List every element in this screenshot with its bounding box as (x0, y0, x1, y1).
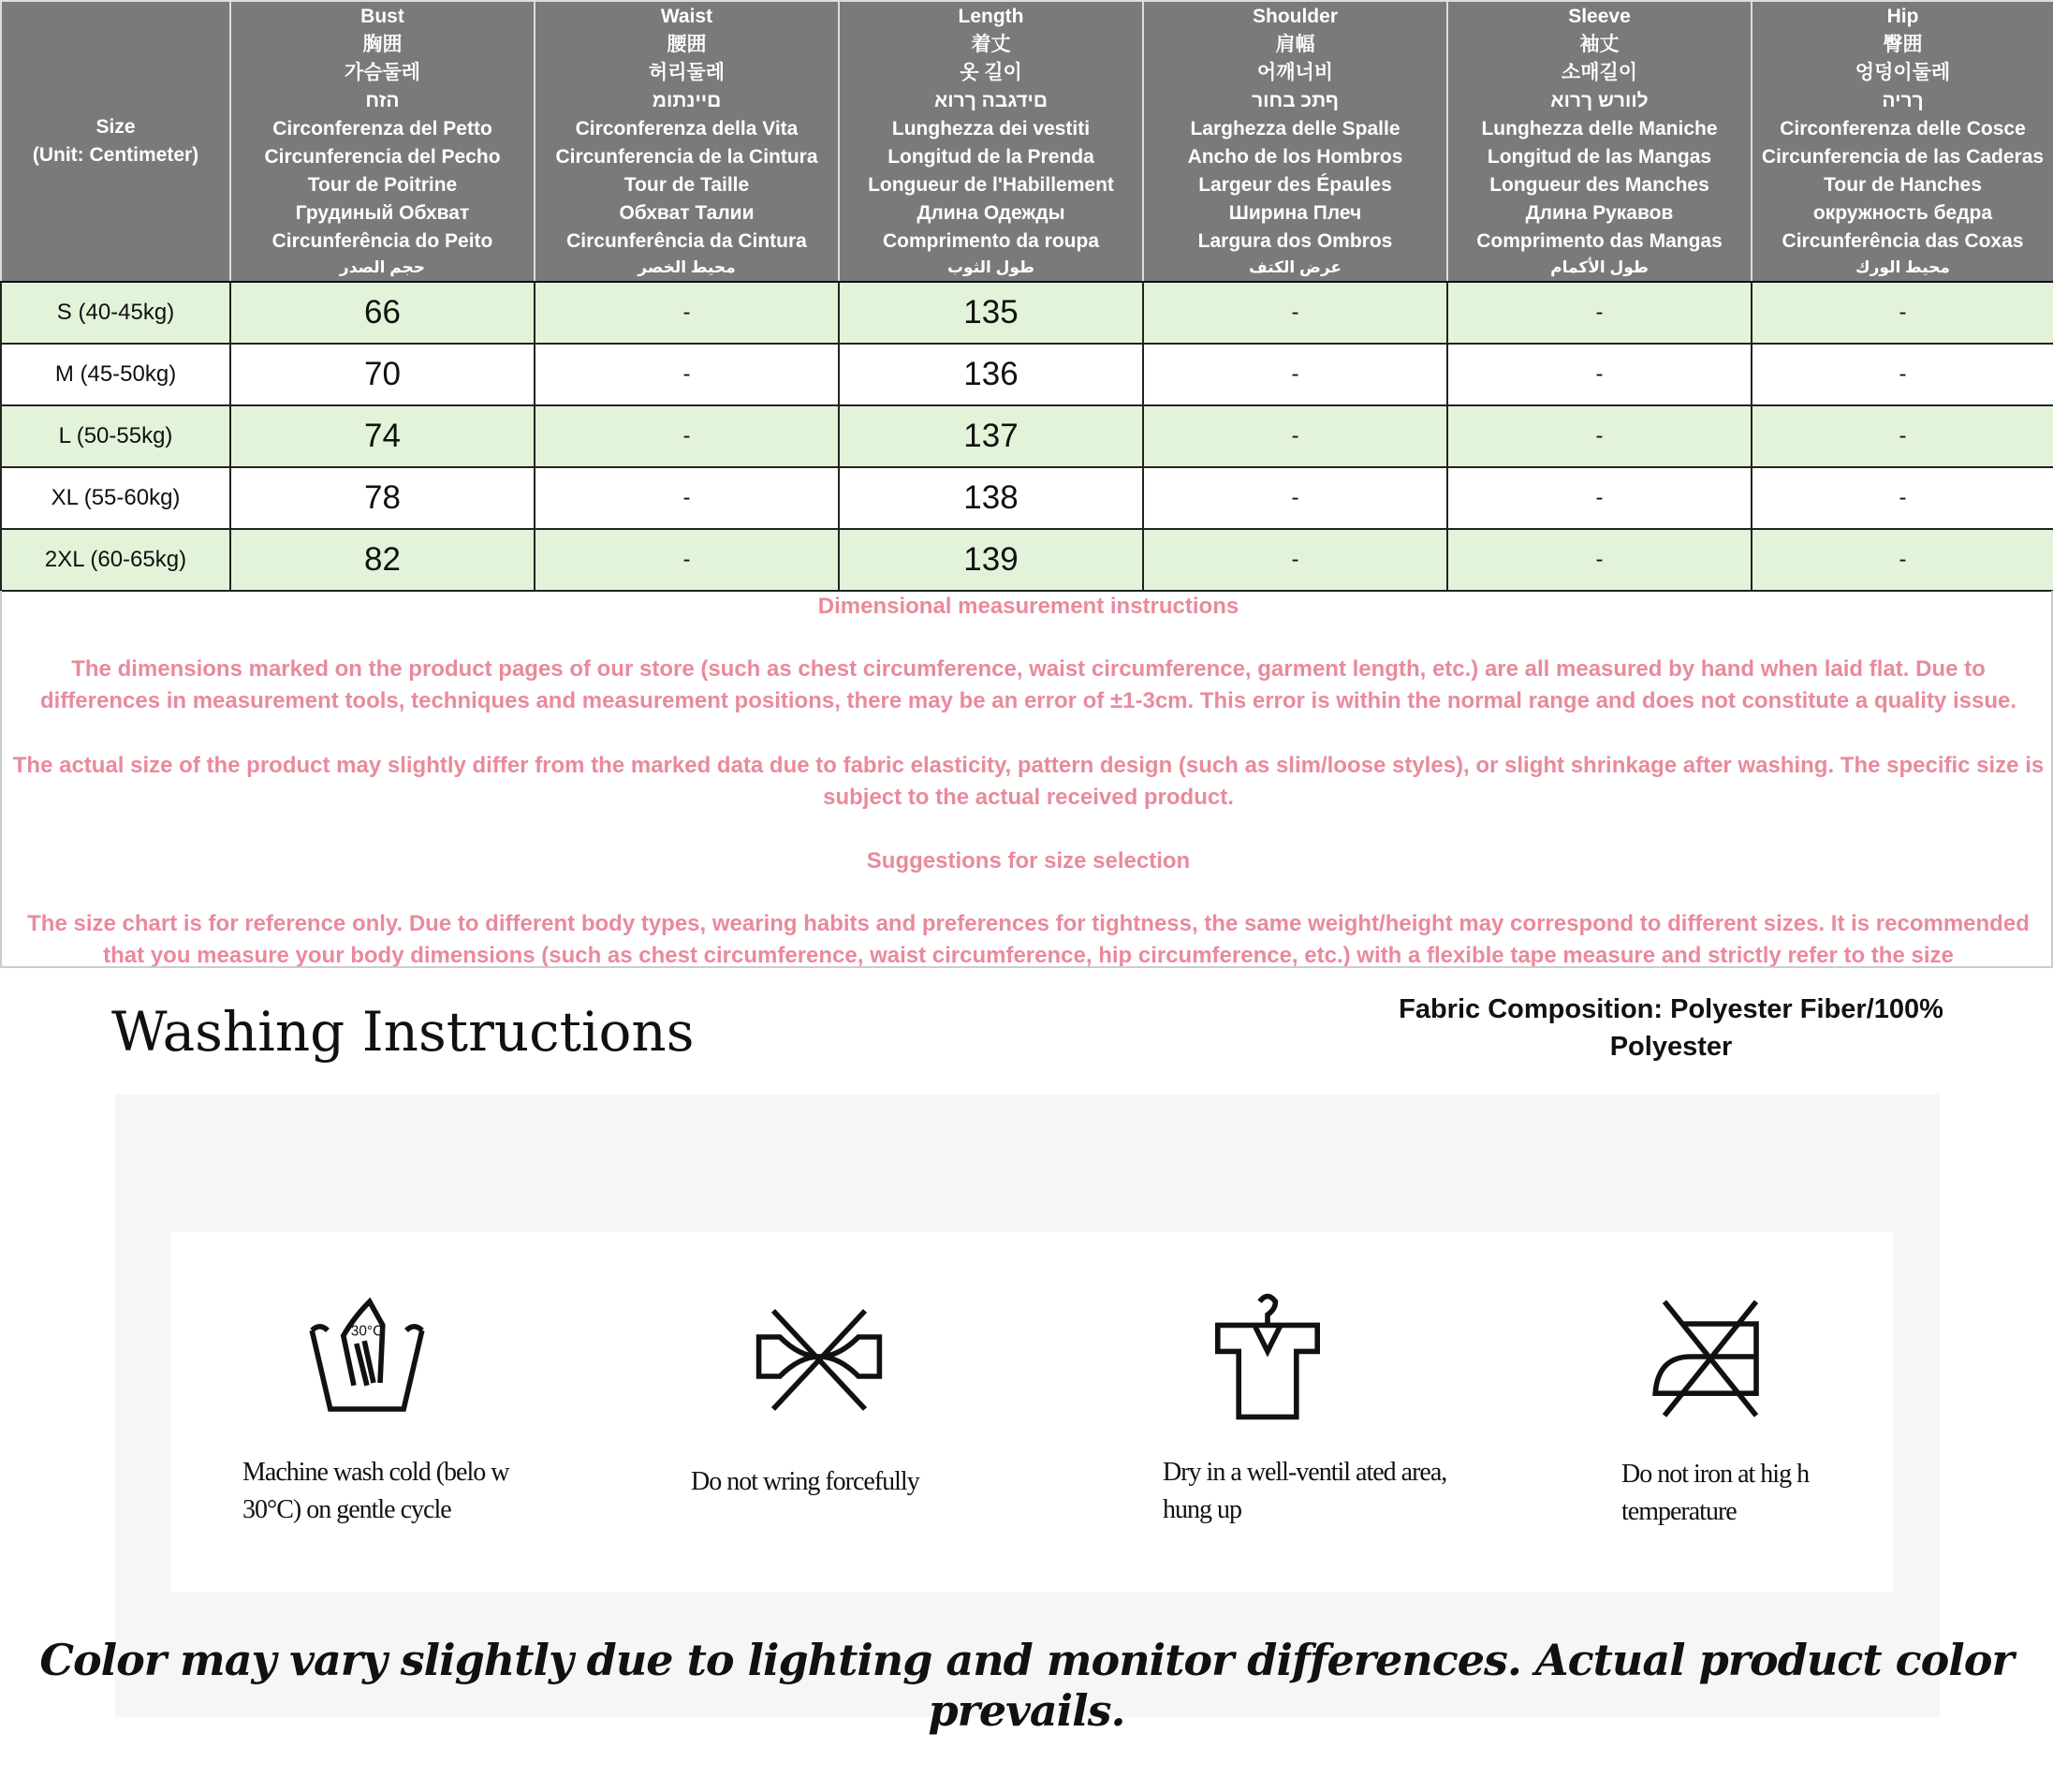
measurement-cell: 136 (839, 344, 1143, 405)
size-cell: S (40-45kg) (1, 282, 230, 344)
header-line: Sleeve (1568, 6, 1631, 27)
header-line: 엉덩이둘레 (1855, 62, 1951, 83)
table-row (1, 344, 2053, 405)
measurement-cell: - (1752, 529, 2053, 591)
measurement-cell: - (1143, 405, 1447, 467)
measurement-cell: 138 (839, 467, 1143, 529)
table-row (1, 282, 2053, 344)
header-line: Lunghezza dei vestiti (891, 118, 1091, 140)
header-line: Circonferenza delle Cosce (1780, 118, 2026, 140)
care-item-iron (1621, 1291, 1977, 1526)
header-line: Longitud de las Mangas (1487, 146, 1712, 168)
header-line: Shoulder (1252, 6, 1338, 27)
column-header (1752, 1, 2053, 282)
care-label: Do not wring forcefully (691, 1467, 919, 1496)
measurement-cell: 135 (839, 282, 1143, 344)
header-line: (Unit: Centimeter) (32, 144, 199, 166)
header-line-arabic: حجم الصدر (339, 258, 426, 276)
header-line: 소매길이 (1561, 62, 1638, 83)
column-header (1, 1, 230, 282)
column-header (839, 1, 1143, 282)
column-header (1447, 1, 1752, 282)
care-item-wash (242, 1291, 598, 1524)
header-line: Длина Одежды (917, 202, 1065, 224)
fabric-composition-line: Fabric Composition: Polyester Fiber/100% (1399, 994, 1943, 1024)
measurement-cell: - (1752, 405, 2053, 467)
header-line: Circunferencia del Pecho (264, 146, 501, 168)
measurement-cell: 66 (230, 282, 535, 344)
header-line: Tour de Taille (623, 174, 750, 196)
fabric-composition-line: Polyester (1609, 1032, 1733, 1062)
measurement-cell: - (535, 405, 839, 467)
table-row (1, 467, 2053, 529)
do-not-iron-icon (1645, 1291, 1776, 1422)
measurement-cell: - (1447, 282, 1752, 344)
care-item-wring (691, 1291, 1047, 1496)
header-line: Circunferencia de las Caderas (1761, 146, 2045, 168)
measurement-cell: 78 (230, 467, 535, 529)
header-line-arabic: محيط الخصر (638, 258, 736, 276)
size-selection-paragraph: The size chart is for reference only. Due to different body types, wearing habits and preferences for tightness, the same weight/height may correspond to different sizes. It is recommended that you measure your body dimensions (such as chest circumference, waist circumference, hip circumference, etc.) with a flexible tape measure and strictly refer to the size (27, 911, 2030, 968)
measurement-cell: - (535, 467, 839, 529)
fabric-composition (1376, 991, 1966, 1065)
header-line: 가슴둘레 (344, 62, 421, 83)
color-disclaimer: Color may vary slightly due to lighting and monitor differences. Actual product color prevails. (39, 1635, 2014, 1736)
size-difference-paragraph: The actual size of the product may slightly differ from the marked data due to fabric elasticity, pattern design (such as slim/loose styles), or slight shrinkage after washing. The specific size is subject to the actual received product. (12, 753, 2045, 810)
header-line: Waist (660, 6, 713, 27)
header-line-arabic: طول الأكمام (1550, 258, 1649, 276)
measurement-cell: - (1143, 344, 1447, 405)
header-line: Longueur de l'Habillement (868, 174, 1114, 196)
size-cell: L (50-55kg) (1, 405, 230, 467)
header-line: 胸囲 (362, 34, 403, 55)
header-line: Circunferência do Peito (271, 230, 493, 252)
header-line: 着丈 (971, 34, 1011, 55)
header-line: Circunferência da Cintura (566, 230, 807, 252)
header-line: 臀囲 (1883, 34, 1923, 55)
hand-wash-30-icon (301, 1291, 433, 1422)
do-not-wring-icon (754, 1291, 885, 1422)
header-line: ףתכ בחור (1252, 90, 1339, 111)
header-line: Circunferencia de la Cintura (555, 146, 818, 168)
column-header (230, 1, 535, 282)
svg-text:30°C: 30°C (350, 1323, 384, 1340)
header-line: 허리둘레 (648, 62, 726, 83)
measurement-cell: - (535, 344, 839, 405)
measurement-instructions-heading: Dimensional measurement instructions (817, 594, 1239, 619)
header-line: הזח (365, 90, 400, 111)
header-line: окружность бедра (1812, 202, 1993, 224)
header-line: 腰囲 (667, 34, 707, 55)
header-line: Hip (1886, 6, 1919, 27)
measurement-cell: - (1447, 467, 1752, 529)
header-line: Tour de Poitrine (307, 174, 458, 196)
size-chart-table (0, 0, 2053, 592)
care-label: Do not iron at hig h temperature (1621, 1460, 1810, 1526)
measurement-cell: 82 (230, 529, 535, 591)
header-line: םידגבה ךרוא (933, 90, 1048, 111)
measurement-cell: - (1143, 282, 1447, 344)
header-line: Ширина Плеч (1228, 202, 1362, 224)
measurement-note-paragraph: The dimensions marked on the product pages of our store (such as chest circumference, waist circumference, garment length, etc.) are all measured by hand when laid flat. Due to differences in measurement tools, techniques and measurement positions, there may be an error of ±1-3cm. This error is within the normal range and does not constitute a quality issue. (39, 656, 2016, 713)
header-line: Обхват Талии (619, 202, 755, 224)
header-line: 袖丈 (1579, 34, 1620, 55)
size-cell: 2XL (60-65kg) (1, 529, 230, 591)
table-row (1, 529, 2053, 591)
header-line: Ancho de los Hombros (1187, 146, 1403, 168)
header-line: Longitud de la Prenda (887, 146, 1094, 168)
column-header (1143, 1, 1447, 282)
header-line: Tour de Hanches (1824, 174, 1982, 196)
table-row (1, 405, 2053, 467)
header-line: Larghezza delle Spalle (1190, 118, 1400, 140)
header-line: Longueur des Manches (1489, 174, 1709, 196)
header-line-arabic: محيط الورك (1855, 258, 1950, 276)
measurement-cell: - (1752, 344, 2053, 405)
header-line: Длина Рукавов (1525, 202, 1674, 224)
header-line: Largura dos Ombros (1197, 230, 1393, 252)
care-item-dry (1163, 1291, 1518, 1524)
measurement-cell: - (535, 529, 839, 591)
measurement-cell: 139 (839, 529, 1143, 591)
measurement-cell: - (535, 282, 839, 344)
measurement-cell: - (1447, 529, 1752, 591)
measurement-cell: - (1447, 344, 1752, 405)
measurement-cell: - (1143, 529, 1447, 591)
header-line: Грудиный Обхват (295, 202, 470, 224)
header-line: 옷 길이 (960, 62, 1022, 83)
measurement-cell: 137 (839, 405, 1143, 467)
measurement-cell: 70 (230, 344, 535, 405)
header-line: Bust (360, 6, 404, 27)
size-selection-heading: Suggestions for size selection (866, 848, 1191, 874)
header-line: Comprimento das Mangas (1476, 230, 1723, 252)
washing-instructions-title: Washing Instructions (111, 1000, 695, 1064)
header-line: Size (95, 116, 136, 138)
header-line: Largeur des Épaules (1198, 174, 1392, 196)
size-cell: XL (55-60kg) (1, 467, 230, 529)
measurement-cell: 74 (230, 405, 535, 467)
header-line: לוורש ךרוא (1550, 90, 1649, 111)
care-label: Dry in a well-ventil ated area, hung up (1163, 1458, 1447, 1524)
care-label: Machine wash cold (belo w 30°C) on gentle cycle (242, 1458, 509, 1524)
header-line-arabic: عرض الكتف (1248, 258, 1342, 276)
hang-dry-icon (1202, 1291, 1333, 1422)
measurement-cell: - (1752, 467, 2053, 529)
header-line: 어깨너비 (1256, 62, 1334, 83)
header-line: םיינתומ (652, 90, 722, 111)
header-line: Circonferenza della Vita (575, 118, 799, 140)
header-line: Length (958, 6, 1024, 27)
measurement-cell: - (1143, 467, 1447, 529)
header-line: Circonferenza del Petto (272, 118, 492, 140)
header-line-arabic: طول الثوب (946, 258, 1035, 276)
header-line: Comprimento da roupa (882, 230, 1099, 252)
header-line: Circunferência das Coxas (1782, 230, 2024, 252)
header-line: 肩幅 (1275, 34, 1315, 55)
column-header (535, 1, 839, 282)
size-cell: M (45-50kg) (1, 344, 230, 405)
measurement-notes (0, 591, 2053, 968)
measurement-cell: - (1752, 282, 2053, 344)
header-line: Lunghezza delle Maniche (1481, 118, 1718, 140)
measurement-cell: - (1447, 405, 1752, 467)
header-line: ךריה (1882, 90, 1924, 111)
table-header-row (1, 1, 2053, 282)
